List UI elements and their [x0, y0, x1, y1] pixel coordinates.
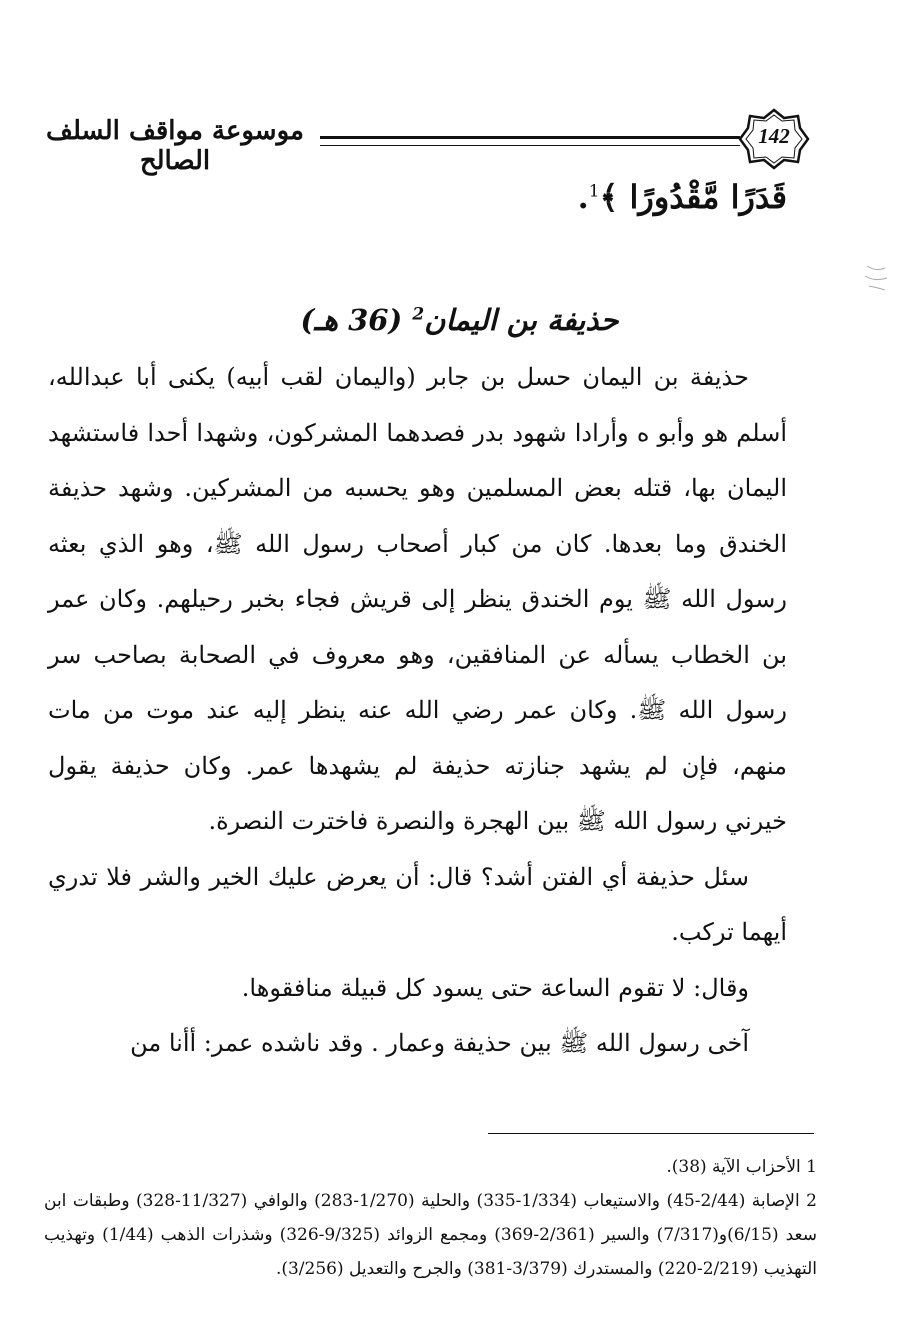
section-title [0, 303, 919, 337]
series-title: موسوعة مواقف السلف الصالح [46, 116, 304, 176]
paragraph-3: وقال: لا تقوم الساعة حتى يسود كل قبيلة منافقوها. [241, 973, 749, 1002]
paragraph-2: سئل حذيفة أي الفتن أشد؟ قال: أن يعرض عليك الخير والشر فلا تدري أيهما تركب. [48, 862, 787, 946]
footnote-rule [488, 1133, 814, 1134]
verse-end: . [577, 178, 589, 216]
verse-text: قَدَرًا مَّقْدُورًا ﴾ [599, 178, 787, 216]
footnote-ref-2: 2 [412, 304, 425, 325]
verse-tail [578, 178, 787, 216]
footnote-ref-1: 1 [588, 181, 600, 202]
paragraph-4: آخى رسول الله ﷺ بين حذيفة وعمار . وقد ناشده عمر: أأنا من [130, 1029, 749, 1057]
section-title-name: حذيفة بن اليمان [424, 303, 619, 337]
body-text [48, 350, 787, 1072]
footnotes [44, 1150, 817, 1286]
section-title-year: (36 هـ) [300, 303, 403, 337]
header-rule [320, 136, 740, 146]
running-header [30, 108, 810, 176]
margin-mark-icon [863, 262, 889, 292]
footnote-1: 1 الأحزاب الآية (38). [666, 1157, 817, 1177]
page-number: 142 [758, 124, 790, 148]
footnote-2: 2 الإصابة (2/44-45) والاستيعاب (1/334-335) والحلية (1/270-283) والوافي (11/327-328) وطبقات ابن سعد (6/15)و(7/317) والسير (2/361-369) ومجمع الزوائد (9/325-326) وشذرات الذهب (1/44) وتهذيب التهذيب (2/219-220) والمستدرك (3/379-381) والجرح والتعديل (3/256). [44, 1191, 817, 1279]
paragraph-1: حذيفة بن اليمان حسل بن جابر (واليمان لقب أبيه) يكنى أبا عبدالله، أسلم هو وأبو ه وأرادا شهود بدر فصدهما المشركون، وشهدا أحدا فاستشهد اليمان بها، قتله بعض المسلمين وهو يحسبه من المشركين. وشهد حذيفة الخندق وما بعدها. كان من كبار أصحاب رسول الله ﷺ، وهو الذي بعثه رسول الله ﷺ يوم الخندق ينظر إلى قريش فجاء بخبر رحيلهم. وكان عمر بن الخطاب يسأله عن المنافقين، وهو معروف في الصحابة بصاحب سر رسول الله ﷺ. وكان عمر رضي الله عنه ينظر إليه عند موت من مات منهم، فإن لم يشهد جنازته حذيفة لم يشهدها عمر. وكان حذيفة يقول خيرني رسول الله ﷺ بين الهجرة والنصرة فاخترت النصرة. [48, 363, 787, 835]
page-number-badge [738, 108, 810, 170]
